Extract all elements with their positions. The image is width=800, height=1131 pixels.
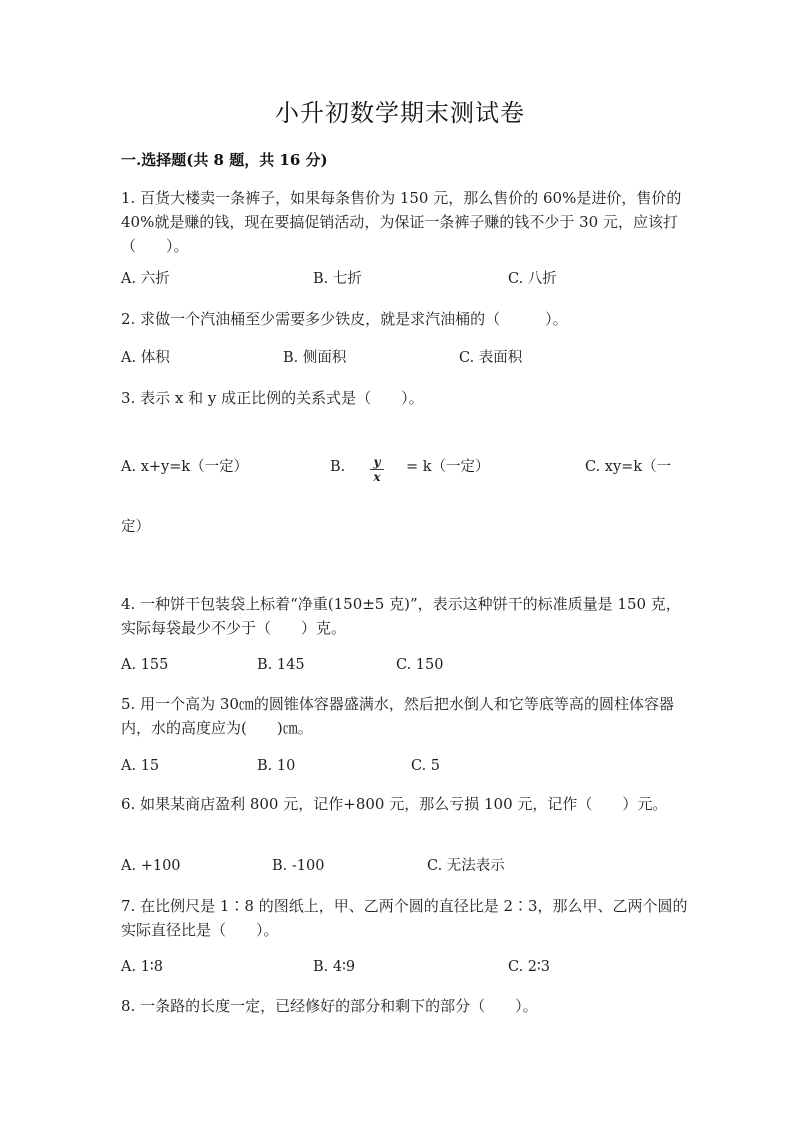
q3-option-c: C. xy=k（一 [585,459,672,475]
q1-option-c: C. 八折 [508,271,557,287]
q6-option-b: B. -100 [272,858,325,874]
question-4: 4. 一种饼干包装袋上标着“净重(150±5 克)”，表示这种饼干的标准质量是 150 克，实际每袋最少不少于（ ）克。 [121,595,681,637]
section-heading: 一.选择题(共 8 题，共 16 分) [121,151,328,169]
question-8: 8. 一条路的长度一定，已经修好的部分和剩下的部分（ ）。 [121,997,538,1015]
question-2: 2. 求做一个汽油桶至少需要多少铁皮，就是求汽油桶的（ ）。 [121,310,568,328]
question-1: 1. 百货大楼卖一条裤子，如果每条售价为 150 元，那么售价的 60%是进价，售价的 40%就是赚的钱，现在要搞促销活动，为保证一条裤子赚的钱不少于 30 元，应该打（ ）。 [121,189,682,255]
question-7: 7. 在比例尺是 1∶8 的图纸上，甲、乙两个圆的直径比是 2∶3，那么甲、乙两个圆的实际直径比是（ ）。 [121,897,688,939]
q3-option-c-wrap: 定） [121,519,150,535]
question-6: 6. 如果某商店盈利 800 元，记作+800 元，那么亏损 100 元，记作（ ）元。 [121,795,668,813]
q7-option-c: C. 2∶3 [508,959,551,975]
q1-option-b: B. 七折 [313,271,362,287]
q5-option-a: A. 15 [121,758,160,774]
q4-option-a: A. 155 [121,657,169,673]
q5-option-b: B. 10 [257,758,296,774]
q3-option-b-rest: = k（一定） [406,459,490,475]
q3-fraction-y-over-x [368,456,386,483]
page-title: 小升初数学期末测试卷 [275,99,525,127]
q2-option-a: A. 体积 [121,350,170,366]
question-3: 3. 表示 x 和 y 成正比例的关系式是（ ）。 [121,389,424,407]
q4-option-c: C. 150 [396,657,444,673]
q5-option-c: C. 5 [411,758,441,774]
q6-option-c: C. 无法表示 [427,858,505,874]
q3-option-a: A. x+y=k（一定） [121,459,249,475]
fraction-denominator: x [373,470,381,484]
q3-option-b-label: B. [330,459,346,475]
q7-option-a: A. 1∶8 [121,959,163,975]
q2-option-c: C. 表面积 [459,350,523,366]
question-5: 5. 用一个高为 30㎝的圆锥体容器盛满水，然后把水倒人和它等底等高的圆柱体容器内，水的高度应为( )㎝。 [121,695,674,737]
q7-option-b: B. 4∶9 [313,959,356,975]
q4-option-b: B. 145 [257,657,305,673]
fraction-numerator: y [373,455,381,469]
q2-option-b: B. 侧面积 [283,350,347,366]
q6-option-a: A. +100 [121,858,181,874]
q1-option-a: A. 六折 [121,271,170,287]
